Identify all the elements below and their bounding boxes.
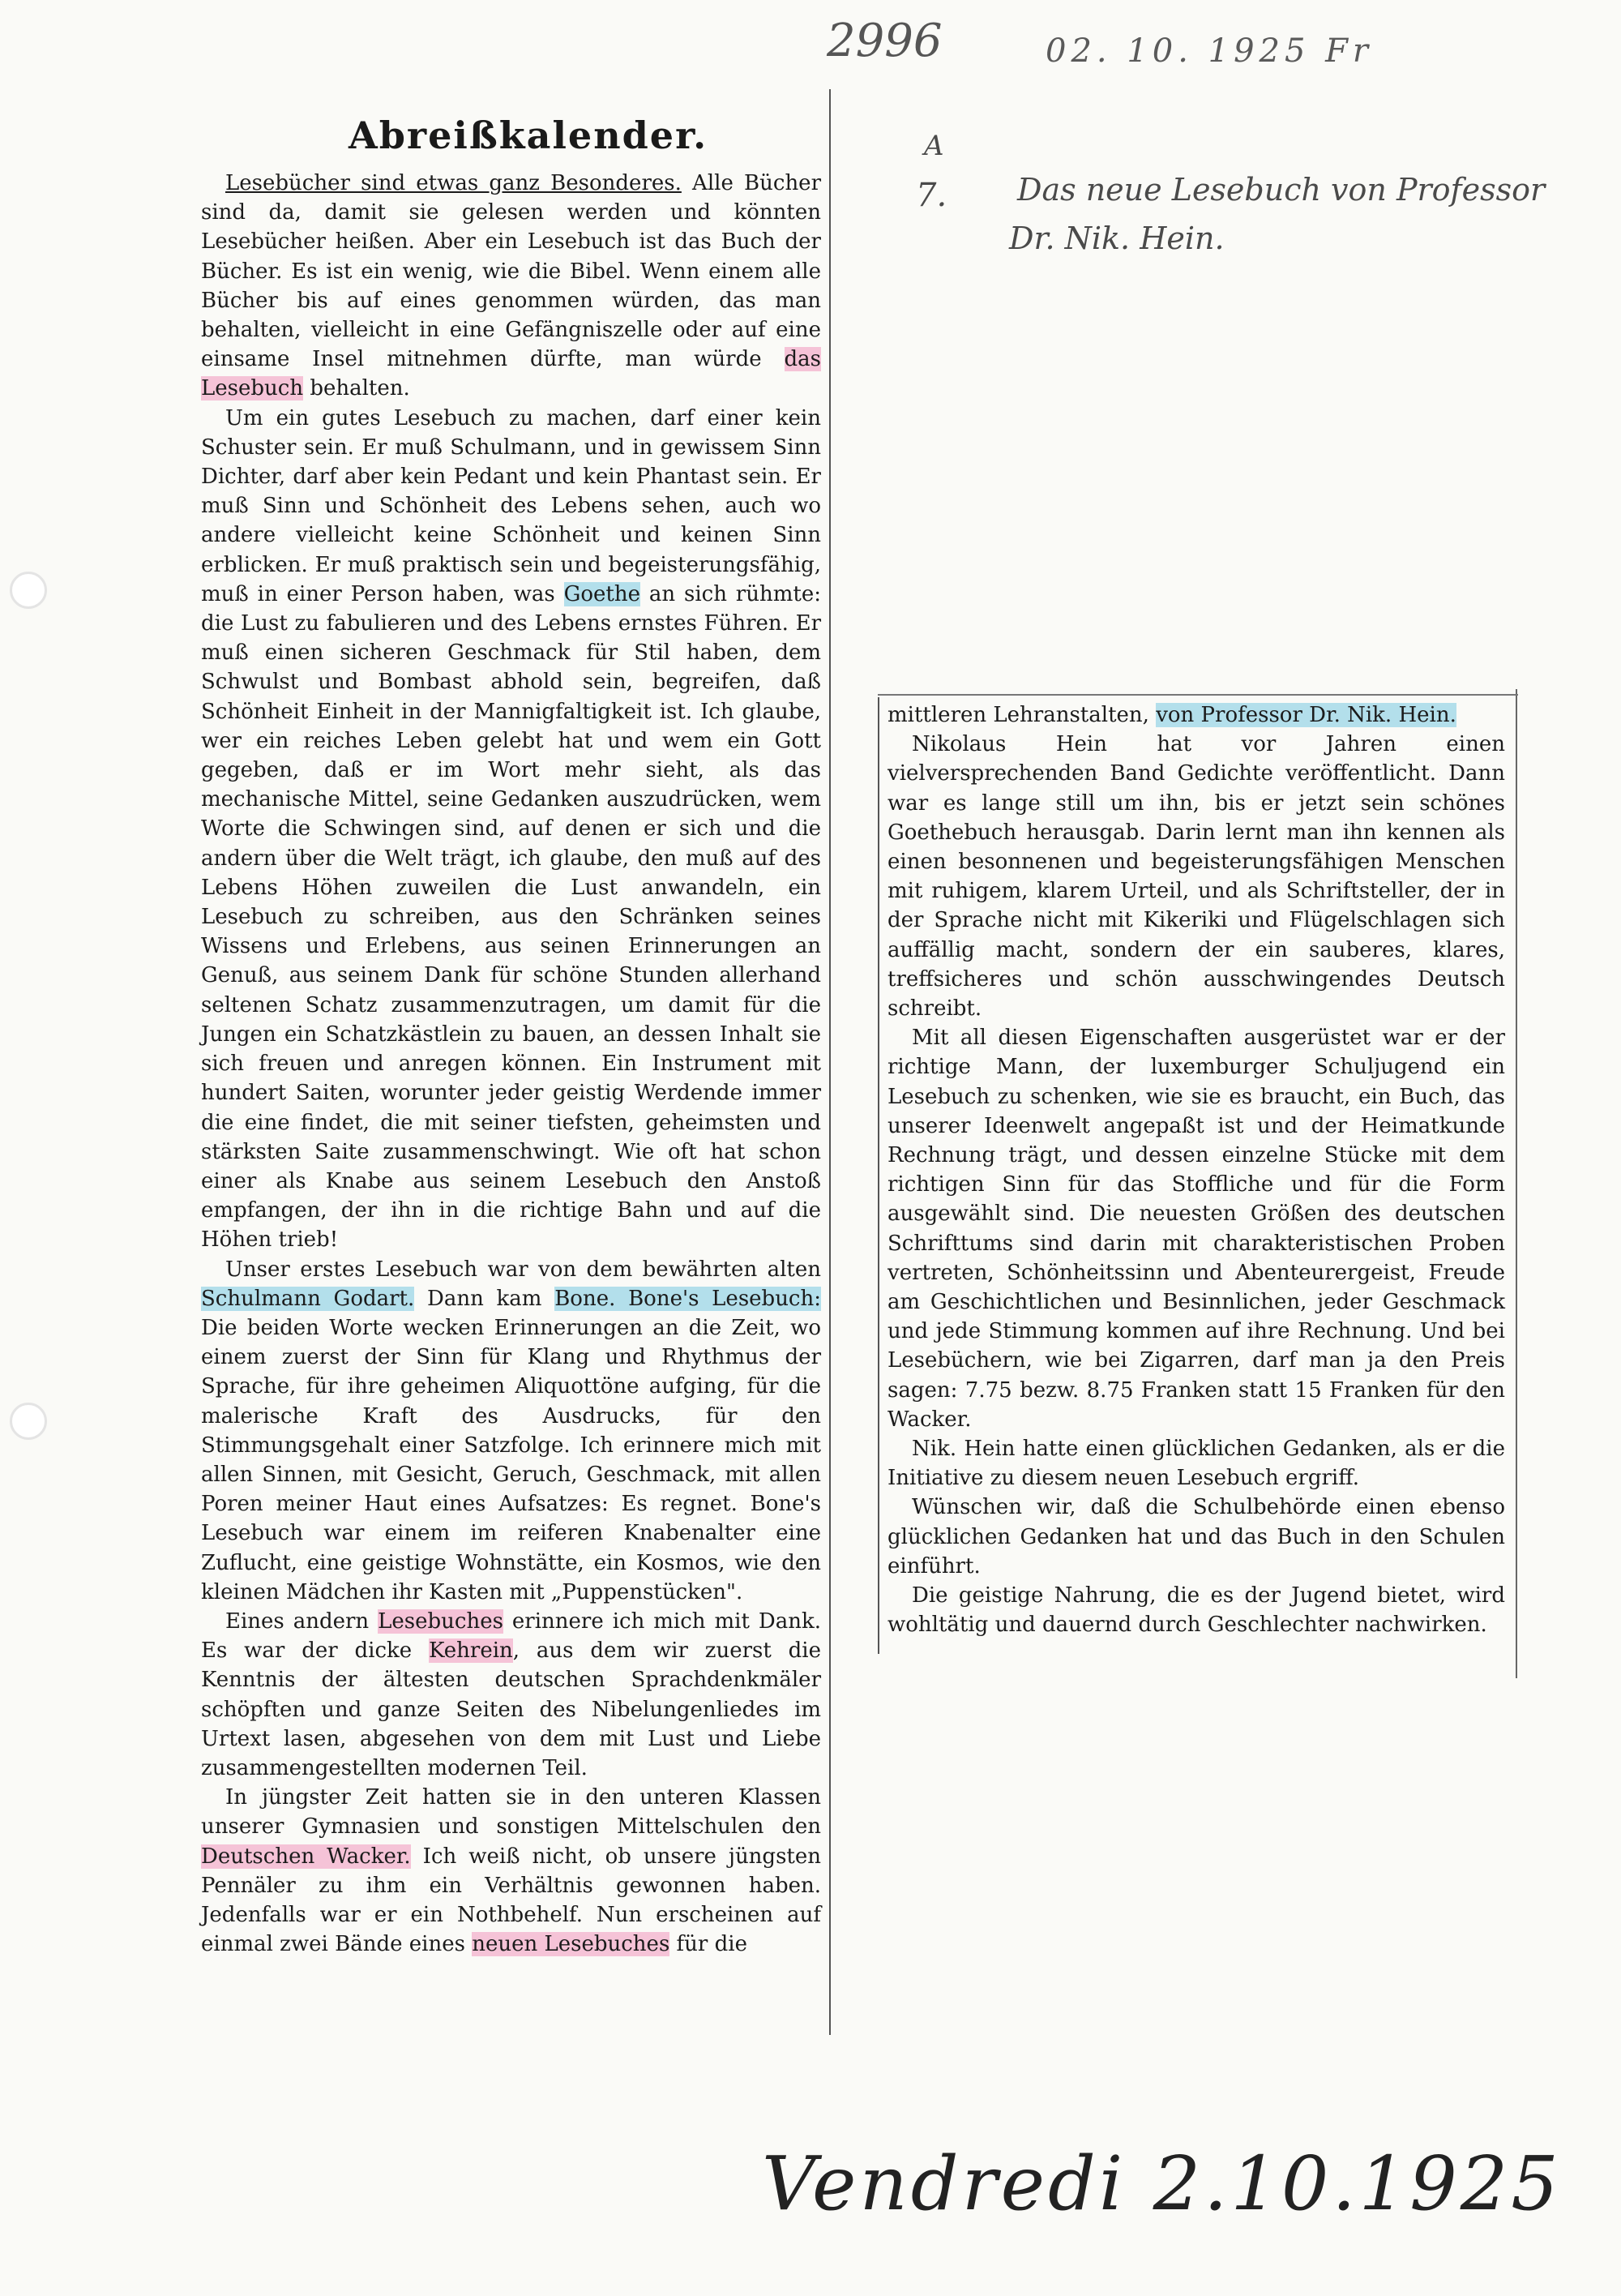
paragraph-5-text: In jüngster Zeit hatten sie in den unteren Klassen unserer Gymnasien und sonstigen Mittelschulen den	[201, 1785, 821, 1840]
annotation-note-line2: Dr. Nik. Hein.	[1009, 221, 1225, 256]
highlight-bone: Bone.	[554, 1286, 616, 1311]
paragraph-5-mid: Ich weiß nicht, ob unsere jüngsten Pennäler zu ihm ein Verhältnis gewonnen haben. Jedenfalls war er ein Nothbehelf. Nun erscheinen auf einmal zwei Bände eines	[201, 1844, 821, 1957]
paragraph-5-end: für die	[669, 1932, 747, 1957]
clipping-edge-right	[1516, 689, 1517, 1678]
paragraph-col2-6: Die geistige Nahrung, die es der Jugend bietet, wird wohltätig und dauernd durch Geschlechter nachwirken.	[887, 1583, 1505, 1638]
paragraph-3	[201, 1255, 821, 1607]
paragraph-3-mid: Dann kam	[414, 1286, 555, 1311]
highlight-schulmann-godart: Schulmann Godart.	[201, 1286, 415, 1311]
paragraph-col2-5: Wünschen wir, daß die Schulbehörde einen ebenso glücklichen Gedanken hat und das Buch in den Schulen einführt.	[887, 1495, 1505, 1578]
paragraph-2-rest: an sich rühmte: die Lust zu fabulieren und des Lebens ernstes Führen. Er muß einen sicheren Geschmack für Stil haben, dem Schwulst und Bombast abhold sein, begreifen, daß Schönheit Einheit in der Mannigfaltigkeit ist. Ich glaube, wer ein reiches Leben gelebt hat und wem ein Gott gegeben, daß er im Wort mehr sieht, als das mechanische Mittel, seine Gedanken auszudrücken, wem Worte die Schwingen sind, auf denen er sich und die andern über die Welt trägt, ich glaube, den muß auf des Lebens Höhen zuweilen die Lust anwandeln, ein Lesebuch zu schreiben, aus den Schränken seines Wissens und Erlebens, aus seinen Erinnerungen an Genuß, aus seinem Dank für schöne Stunden allerhand seltenen Schatz zusammenzutragen, um damit für die Jungen ein Schatzkästlein zu bauen, an dessen Inhalt sie sich freuen und anregen können. Ein Instrument mit hundert Saiten, worunter jeder geistig Werdende immer die eine findet, die mit seiner tiefsten, geheimsten und stärksten Saite zusammenschwingt. Wie oft hat schon einer als Knabe aus seinem Lesebuch den Anstoß empfangen, der ihn in die richtige Bahn und auf die Höhen trieb!	[201, 581, 821, 1253]
punch-hole-bottom	[10, 1403, 47, 1440]
paragraph-4-rest: , aus dem wir zuerst die Kenntnis der ältesten deutschen Sprachdenkmäler schöpften und ganze Seiten des Nibelungenliedes im Urtext lasen, abgesehen von dem mit Lust und Liebe zusammengestellten modernen Teil.	[201, 1638, 822, 1780]
paragraph-1	[201, 169, 821, 404]
paragraph-3-text: Unser erstes Lesebuch war von dem bewährten alten	[225, 1257, 821, 1282]
highlight-goethe: Goethe	[563, 581, 640, 606]
article-column-2	[887, 700, 1505, 1640]
paragraph-col2-2: Nikolaus Hein hat vor Jahren einen vielversprechenden Band Gedichte veröffentlicht. Dann war es lange still um ihn, bis er jetzt sein schönes Goethebuch herausgab. Darin lernt man ihn kennen als einen besonnenen und begeisterungsfähigen Menschen mit ruhigem, klarem Urteil, und als Schriftsteller, der in der Sprache nicht mit Kikeriki und Flügelschlagen sich auffällig macht, sondern der ein sauberes, klares, treffsicheres und schön ausschwingendes Deutsch schreibt.	[887, 732, 1505, 1022]
clipping-top-rule	[878, 694, 1518, 696]
header-date: 02. 10. 1925 Fr	[1046, 32, 1374, 70]
paragraph-col2-1	[887, 700, 1505, 730]
paragraph-1-text: Alle Bücher sind da, damit sie gelesen werden und könnten Lesebücher heißen. Aber ein Lesebuch ist das Buch der Bücher. Es ist ein wenig, wie die Bibel. Wenn einem alle Bücher bis auf eines genommen würden, das man behalten, vielleicht in eine Gefängniszelle oder auf eine einsame Insel mitnehmen dürfte, man würde	[201, 171, 821, 372]
highlight-das-lesebuch: das Lesebuch	[201, 347, 821, 401]
column-divider-right	[878, 697, 879, 1654]
highlight-bones-lesebuch: Bone's Lesebuch:	[615, 1286, 822, 1311]
archive-number: 2996	[827, 15, 943, 67]
article-column-1	[201, 169, 821, 1959]
highlight-kehrein: Kehrein	[429, 1638, 513, 1664]
paragraph-col2-3: Mit all diesen Eigenschaften ausgerüstet war er der richtige Mann, der luxemburger Schuljugend ein Lesebuch zu schenken, wie sie es braucht, ein Buch, das unserer Ideenwelt angepaßt ist und der Heimatkunde Rechnung trägt, und dessen einzelne Stücke mit dem richtigen Sinn für das Stoffliche und für die Form ausgewählt sind. Die neuesten Größen des deutschen Schrifttums sind darin mit charakteristischen Proben vertreten, Schönheitssinn und Abenteurergeist, Freude am Geschichtlichen und Besinnlichen, jeder Geschmack und jede Stimmung kommen auf ihre Rechnung. Und bei Lesebüchern, wie bei Zigarren, darf man ja den Preis sagen: 7.75 bezw. 8.75 Franken statt 15 Franken für den Wacker.	[887, 1026, 1505, 1432]
article-title: Abreißkalender.	[349, 114, 708, 157]
paragraph-1-end: behalten.	[303, 376, 410, 401]
paragraph-4	[201, 1607, 821, 1783]
paragraph-col2-4: Nik. Hein hatte einen glücklichen Gedanken, als er die Initiative zu diesem neuen Lesebuch ergriff.	[887, 1437, 1505, 1491]
footer-handwritten-date: Vendredi 2.10.1925	[762, 2140, 1562, 2227]
highlight-deutschen-wacker: Deutschen Wacker.	[201, 1844, 411, 1869]
paragraph-2	[201, 404, 821, 1255]
paragraph-4-mid: erinnere ich mich mit Dank. Es war der dicke	[201, 1608, 821, 1664]
paragraph-5	[201, 1783, 821, 1959]
annotation-note-line1: Das neue Lesebuch von Professor	[1017, 172, 1546, 208]
highlight-lesebuches: Lesebuches	[378, 1608, 503, 1634]
punch-hole-top	[10, 572, 47, 609]
opening-sentence: Lesebücher sind etwas ganz Besonderes.	[225, 171, 682, 195]
paragraph-2-text: Um ein gutes Lesebuch zu machen, darf einer kein Schuster sein. Er muß Schulmann, und in gewissem Sinn Dichter, darf aber kein Pedant und kein Phantast sein. Er muß Sinn und Schönheit des Lebens sehen, auch wo andere vielleicht keine Schönheit und keinen Sinn erblicken. Er muß praktisch sein und begeisterungsfähig, muß in einer Person haben, was	[201, 405, 821, 606]
paragraph-3-rest: Die beiden Worte wecken Erinnerungen an die Zeit, wo einem zuerst der Sinn für Klang und Rhythmus der Sprache, für ihre geheimen Aliquottöne aufging, für die malerische Kraft des Ausdrucks, für den Stimmungsgehalt einer Satzfolge. Ich erinnere mich mit allen Sinnen, mit Gesicht, Geruch, Geschmack, mit allen Poren meiner Haut eines Aufsatzes: Es regnet. Bone's Lesebuch war einem im reiferen Knabenalter eine Zuflucht, eine geistige Wohnstätte, ein Kosmos, wie den kleinen Mädchen ihr Kasten mit „Puppenstücken".	[201, 1315, 821, 1604]
highlight-neuen-lesebuches: neuen Lesebuches	[472, 1932, 670, 1957]
col2-continuation: mittleren Lehranstalten,	[887, 703, 1157, 727]
highlight-professor-hein: von Professor Dr. Nik. Hein.	[1156, 703, 1456, 727]
paragraph-4-text: Eines andern	[225, 1608, 379, 1634]
annotation-number: 7.	[916, 177, 947, 214]
annotation-letter: A	[924, 130, 944, 162]
column-divider-left	[829, 89, 831, 2035]
